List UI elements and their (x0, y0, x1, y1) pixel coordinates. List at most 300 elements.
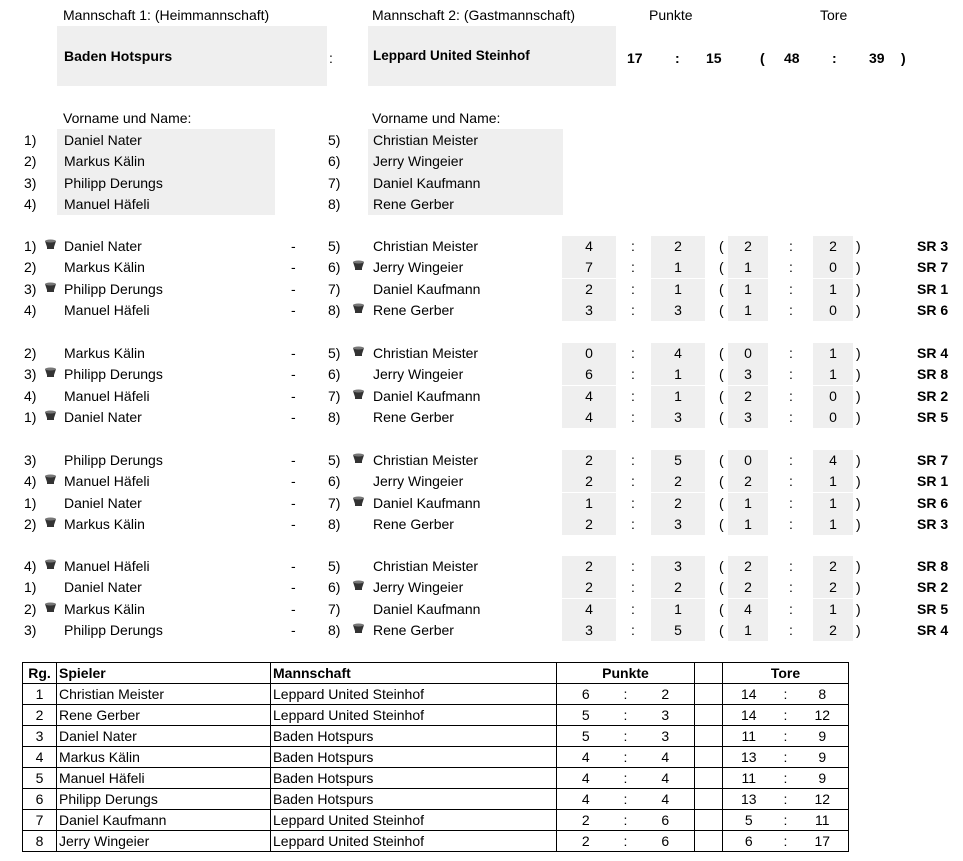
points-away: 3 (674, 558, 682, 574)
away-player-name: Rene Gerber (373, 302, 454, 318)
match-row (0, 622, 963, 643)
team-cell: Baden Hotspurs (271, 768, 557, 789)
goals-colon: : (789, 473, 793, 489)
spacer-cell (695, 684, 723, 705)
home-player-number: 2) (24, 601, 37, 617)
rank-cell: 6 (23, 789, 57, 810)
goals-colon: : (789, 622, 793, 638)
goals-colon: : (789, 259, 793, 275)
points-home: 2 (585, 516, 593, 532)
goals-home: 1 (744, 259, 752, 275)
rank-cell: 2 (23, 705, 57, 726)
goals-away: 1 (829, 473, 837, 489)
goals-close: ) (856, 409, 861, 425)
points-home: 2 (585, 473, 593, 489)
goals-against-cell: 12 (797, 705, 849, 726)
header-colon: : (329, 50, 333, 66)
goals-home: 2 (744, 473, 752, 489)
goals-colon-cell: : (775, 747, 797, 768)
referee-label: SR 3 (917, 238, 949, 254)
cup-icon (44, 474, 57, 485)
home-player-number: 3) (24, 281, 37, 297)
ranking-row (23, 810, 849, 831)
match-dash: - (291, 495, 296, 511)
goals-away: 2 (829, 238, 837, 254)
points-home: 2 (585, 452, 593, 468)
goals-home: 1 (744, 302, 752, 318)
away-player-number: 7) (328, 495, 341, 511)
match-dash: - (291, 622, 296, 638)
match-row (0, 281, 963, 302)
referee-label: SR 7 (917, 452, 949, 468)
points-against-cell: 3 (637, 726, 695, 747)
referee-label: SR 4 (917, 345, 949, 361)
goals-close: ) (856, 516, 861, 532)
total-points-away: 15 (706, 50, 722, 66)
goals-header: Tore (723, 663, 849, 684)
points-label: Punkte (649, 7, 693, 23)
points-colon-cell: : (615, 705, 637, 726)
total-points-home: 17 (627, 50, 643, 66)
away-player-name: Christian Meister (373, 345, 479, 361)
goals-label: Tore (820, 7, 848, 23)
match-row (0, 388, 963, 409)
goals-for-cell: 13 (723, 747, 775, 768)
home-player-name: Manuel Häfeli (64, 302, 150, 318)
goals-open: ( (719, 366, 724, 382)
match-dash: - (291, 558, 296, 574)
goals-colon: : (789, 452, 793, 468)
away-player-name: Rene Gerber (373, 409, 454, 425)
goals-away: 2 (829, 558, 837, 574)
goals-open: ( (719, 238, 724, 254)
referee-label: SR 5 (917, 601, 949, 617)
spacer-cell (695, 726, 723, 747)
away-player-number: 5) (328, 452, 341, 468)
cup-icon (44, 517, 57, 528)
away-player-name: Jerry Wingeier (373, 259, 464, 275)
points-for-cell: 5 (557, 726, 615, 747)
away-player-name: Christian Meister (373, 558, 479, 574)
points-colon-cell: : (615, 684, 637, 705)
home-player-number: 3) (24, 622, 37, 638)
home-player-number: 4) (24, 558, 37, 574)
points-away: 2 (674, 238, 682, 254)
away-player-number: 7) (328, 388, 341, 404)
goals-open: ( (719, 516, 724, 532)
home-player-name: Daniel Nater (64, 579, 142, 595)
home-player-number: 1) (24, 409, 37, 425)
home-roster-number: 3) (24, 175, 37, 191)
points-home: 6 (585, 366, 593, 382)
goals-away: 2 (829, 622, 837, 638)
ranking-row (23, 684, 849, 705)
away-player-name: Daniel Kaufmann (373, 281, 481, 297)
home-player-number: 4) (24, 473, 37, 489)
rank-cell: 3 (23, 726, 57, 747)
goals-colon: : (789, 601, 793, 617)
points-against-cell: 4 (637, 768, 695, 789)
away-roster-number: 6) (328, 153, 341, 169)
goals-against-cell: 9 (797, 768, 849, 789)
points-colon: : (631, 622, 635, 638)
goals-colon: : (789, 579, 793, 595)
away-player-name: Daniel Kaufmann (373, 388, 481, 404)
goals-open: ( (719, 388, 724, 404)
spacer-cell (695, 831, 723, 852)
points-away: 3 (674, 409, 682, 425)
points-colon: : (631, 259, 635, 275)
points-colon: : (631, 409, 635, 425)
referee-label: SR 1 (917, 281, 949, 297)
total-goals-close: ) (901, 50, 906, 66)
points-colon: : (631, 452, 635, 468)
cup-icon (352, 496, 365, 507)
home-player-name: Manuel Häfeli (64, 473, 150, 489)
goals-close: ) (856, 558, 861, 574)
home-player-name: Daniel Nater (64, 409, 142, 425)
goals-colon-cell: : (775, 831, 797, 852)
match-row (0, 409, 963, 430)
goals-open: ( (719, 495, 724, 511)
points-colon: : (631, 601, 635, 617)
points-colon-cell: : (615, 831, 637, 852)
away-player-number: 8) (328, 516, 341, 532)
goals-against-cell: 12 (797, 789, 849, 810)
goals-open: ( (719, 473, 724, 489)
goals-away: 1 (829, 366, 837, 382)
points-home: 7 (585, 259, 593, 275)
team-cell: Baden Hotspurs (271, 789, 557, 810)
home-roster-name[interactable]: Markus Kälin (64, 153, 145, 169)
team-cell: Leppard United Steinhof (271, 684, 557, 705)
home-player-number: 1) (24, 579, 37, 595)
player-cell: Markus Kälin (57, 747, 271, 768)
match-row (0, 601, 963, 622)
player-cell: Daniel Nater (57, 726, 271, 747)
team-cell: Leppard United Steinhof (271, 705, 557, 726)
points-away: 1 (674, 259, 682, 275)
home-roster-number: 2) (24, 153, 37, 169)
cup-icon (44, 367, 57, 378)
points-for-cell: 4 (557, 789, 615, 810)
points-colon: : (631, 495, 635, 511)
away-player-name: Rene Gerber (373, 516, 454, 532)
match-dash: - (291, 473, 296, 489)
goals-colon: : (789, 345, 793, 361)
match-dash: - (291, 345, 296, 361)
match-row (0, 558, 963, 579)
home-player-number: 4) (24, 302, 37, 318)
player-cell: Daniel Kaufmann (57, 810, 271, 831)
points-colon: : (631, 302, 635, 318)
goals-home: 2 (744, 238, 752, 254)
points-colon-cell: : (615, 810, 637, 831)
rank-cell: 5 (23, 768, 57, 789)
goals-home: 2 (744, 579, 752, 595)
away-player-number: 7) (328, 601, 341, 617)
ranking-row (23, 726, 849, 747)
goals-away: 1 (829, 516, 837, 532)
ranking-row (23, 768, 849, 789)
goals-colon: : (789, 388, 793, 404)
referee-label: SR 6 (917, 302, 949, 318)
goals-home: 0 (744, 452, 752, 468)
goals-away: 1 (829, 281, 837, 297)
goals-against-cell: 9 (797, 747, 849, 768)
total-goals-open: ( (760, 50, 765, 66)
rank-cell: 7 (23, 810, 57, 831)
team2-label: Mannschaft 2: (Gastmannschaft) (372, 7, 576, 23)
match-dash: - (291, 409, 296, 425)
goals-close: ) (856, 345, 861, 361)
player-cell: Manuel Häfeli (57, 768, 271, 789)
points-away: 5 (674, 452, 682, 468)
away-player-name: Rene Gerber (373, 622, 454, 638)
goals-open: ( (719, 302, 724, 318)
cup-icon (352, 346, 365, 357)
goals-colon-cell: : (775, 705, 797, 726)
away-player-name: Christian Meister (373, 238, 479, 254)
points-home: 4 (585, 388, 593, 404)
points-for-cell: 2 (557, 831, 615, 852)
points-for-cell: 2 (557, 810, 615, 831)
points-home: 4 (585, 409, 593, 425)
away-player-number: 8) (328, 622, 341, 638)
goals-open: ( (719, 601, 724, 617)
match-dash: - (291, 452, 296, 468)
away-player-number: 8) (328, 409, 341, 425)
points-for-cell: 5 (557, 705, 615, 726)
goals-home: 1 (744, 281, 752, 297)
points-away: 1 (674, 281, 682, 297)
goals-for-cell: 14 (723, 705, 775, 726)
goals-close: ) (856, 259, 861, 275)
match-row (0, 259, 963, 280)
goals-against-cell: 17 (797, 831, 849, 852)
home-player-name: Daniel Nater (64, 495, 142, 511)
team-cell: Leppard United Steinhof (271, 810, 557, 831)
goals-colon-cell: : (775, 789, 797, 810)
match-dash: - (291, 579, 296, 595)
points-against-cell: 4 (637, 789, 695, 810)
goals-open: ( (719, 409, 724, 425)
points-against-cell: 3 (637, 705, 695, 726)
away-player-name: Christian Meister (373, 452, 479, 468)
away-player-number: 6) (328, 579, 341, 595)
goals-close: ) (856, 302, 861, 318)
goals-colon: : (789, 366, 793, 382)
points-away: 2 (674, 473, 682, 489)
cup-icon (44, 239, 57, 250)
rank-cell: 4 (23, 747, 57, 768)
goals-close: ) (856, 601, 861, 617)
goals-open: ( (719, 452, 724, 468)
match-dash: - (291, 601, 296, 617)
points-colon: : (631, 558, 635, 574)
points-home: 2 (585, 558, 593, 574)
goals-against-cell: 11 (797, 810, 849, 831)
total-goals-home: 48 (784, 50, 800, 66)
away-player-number: 5) (328, 558, 341, 574)
referee-label: SR 2 (917, 388, 949, 404)
cup-icon (352, 623, 365, 634)
home-roster-label: Vorname und Name: (63, 110, 192, 126)
home-roster-number: 1) (24, 132, 37, 148)
away-player-number: 5) (328, 238, 341, 254)
goals-away: 1 (829, 345, 837, 361)
match-row (0, 579, 963, 600)
match-row (0, 302, 963, 323)
cup-icon (44, 559, 57, 570)
goals-away: 0 (829, 409, 837, 425)
match-row (0, 366, 963, 387)
referee-label: SR 1 (917, 473, 949, 489)
away-player-number: 7) (328, 281, 341, 297)
points-home: 2 (585, 579, 593, 595)
points-colon: : (631, 473, 635, 489)
goals-for-cell: 13 (723, 789, 775, 810)
match-row (0, 238, 963, 259)
goals-open: ( (719, 558, 724, 574)
points-colon: : (631, 579, 635, 595)
goals-open: ( (719, 281, 724, 297)
goals-colon: : (789, 238, 793, 254)
match-dash: - (291, 516, 296, 532)
referee-label: SR 5 (917, 409, 949, 425)
away-player-name: Daniel Kaufmann (373, 495, 481, 511)
home-player-number: 3) (24, 366, 37, 382)
away-roster-name[interactable]: Daniel Kaufmann (373, 175, 481, 191)
away-player-number: 8) (328, 302, 341, 318)
spacer-cell (695, 747, 723, 768)
goals-for-cell: 11 (723, 726, 775, 747)
points-home: 1 (585, 495, 593, 511)
goals-home: 0 (744, 345, 752, 361)
spacer-header (695, 663, 723, 684)
home-player-number: 2) (24, 345, 37, 361)
home-player-number: 2) (24, 516, 37, 532)
goals-away: 0 (829, 259, 837, 275)
spacer-cell (695, 705, 723, 726)
goals-colon-cell: : (775, 810, 797, 831)
home-player-name: Markus Kälin (64, 601, 145, 617)
team1-name: Baden Hotspurs (64, 48, 173, 64)
goals-close: ) (856, 495, 861, 511)
referee-label: SR 8 (917, 558, 949, 574)
home-player-name: Philipp Derungs (64, 622, 163, 638)
home-roster-name[interactable]: Daniel Nater (64, 132, 142, 148)
goals-home: 2 (744, 558, 752, 574)
goals-away: 1 (829, 601, 837, 617)
home-roster-name[interactable]: Manuel Häfeli (64, 196, 150, 212)
referee-label: SR 6 (917, 495, 949, 511)
points-away: 5 (674, 622, 682, 638)
points-against-cell: 2 (637, 684, 695, 705)
goals-home: 1 (744, 622, 752, 638)
goals-away: 1 (829, 495, 837, 511)
away-player-number: 6) (328, 259, 341, 275)
home-player-number: 4) (24, 388, 37, 404)
match-dash: - (291, 238, 296, 254)
spacer-cell (695, 768, 723, 789)
points-away: 3 (674, 516, 682, 532)
match-row (0, 516, 963, 537)
goals-colon: : (789, 302, 793, 318)
goals-close: ) (856, 281, 861, 297)
away-player-name: Jerry Wingeier (373, 579, 464, 595)
home-player-number: 2) (24, 259, 37, 275)
points-away: 2 (674, 495, 682, 511)
player-cell: Jerry Wingeier (57, 831, 271, 852)
away-roster-name[interactable]: Jerry Wingeier (373, 153, 464, 169)
home-player-name: Philipp Derungs (64, 366, 163, 382)
team1-label: Mannschaft 1: (Heimmannschaft) (63, 7, 270, 23)
spacer-cell (695, 789, 723, 810)
goals-home: 1 (744, 495, 752, 511)
points-header: Punkte (557, 663, 695, 684)
away-roster-label: Vorname und Name: (372, 110, 501, 126)
goals-for-cell: 14 (723, 684, 775, 705)
referee-label: SR 2 (917, 579, 949, 595)
points-colon: : (631, 238, 635, 254)
match-dash: - (291, 388, 296, 404)
ranking-row (23, 831, 849, 852)
away-roster-name[interactable]: Rene Gerber (373, 196, 454, 212)
total-points-colon: : (675, 50, 680, 66)
points-for-cell: 4 (557, 768, 615, 789)
home-player-name: Daniel Nater (64, 238, 142, 254)
points-colon: : (631, 345, 635, 361)
home-player-name: Markus Kälin (64, 516, 145, 532)
points-colon-cell: : (615, 768, 637, 789)
cup-icon (44, 410, 57, 421)
referee-label: SR 3 (917, 516, 949, 532)
goals-colon: : (789, 495, 793, 511)
goals-colon: : (789, 558, 793, 574)
player-cell: Christian Meister (57, 684, 271, 705)
home-roster-name[interactable]: Philipp Derungs (64, 175, 163, 191)
goals-against-cell: 8 (797, 684, 849, 705)
away-player-number: 6) (328, 366, 341, 382)
match-dash: - (291, 281, 296, 297)
team2-name: Leppard United Steinhof (373, 48, 530, 63)
home-player-name: Markus Kälin (64, 345, 145, 361)
away-roster-name[interactable]: Christian Meister (373, 132, 479, 148)
home-player-number: 3) (24, 452, 37, 468)
home-player-name: Philipp Derungs (64, 281, 163, 297)
goals-away: 2 (829, 579, 837, 595)
rank-cell: 8 (23, 831, 57, 852)
goals-away: 4 (829, 452, 837, 468)
goals-close: ) (856, 579, 861, 595)
match-dash: - (291, 366, 296, 382)
goals-close: ) (856, 366, 861, 382)
points-home: 4 (585, 601, 593, 617)
goals-for-cell: 11 (723, 768, 775, 789)
goals-open: ( (719, 622, 724, 638)
ranking-row (23, 747, 849, 768)
goals-colon-cell: : (775, 768, 797, 789)
points-away: 2 (674, 579, 682, 595)
match-dash: - (291, 259, 296, 275)
match-row (0, 452, 963, 473)
goals-colon: : (789, 281, 793, 297)
goals-home: 2 (744, 388, 752, 404)
points-for-cell: 4 (557, 747, 615, 768)
goals-for-cell: 5 (723, 810, 775, 831)
goals-open: ( (719, 345, 724, 361)
